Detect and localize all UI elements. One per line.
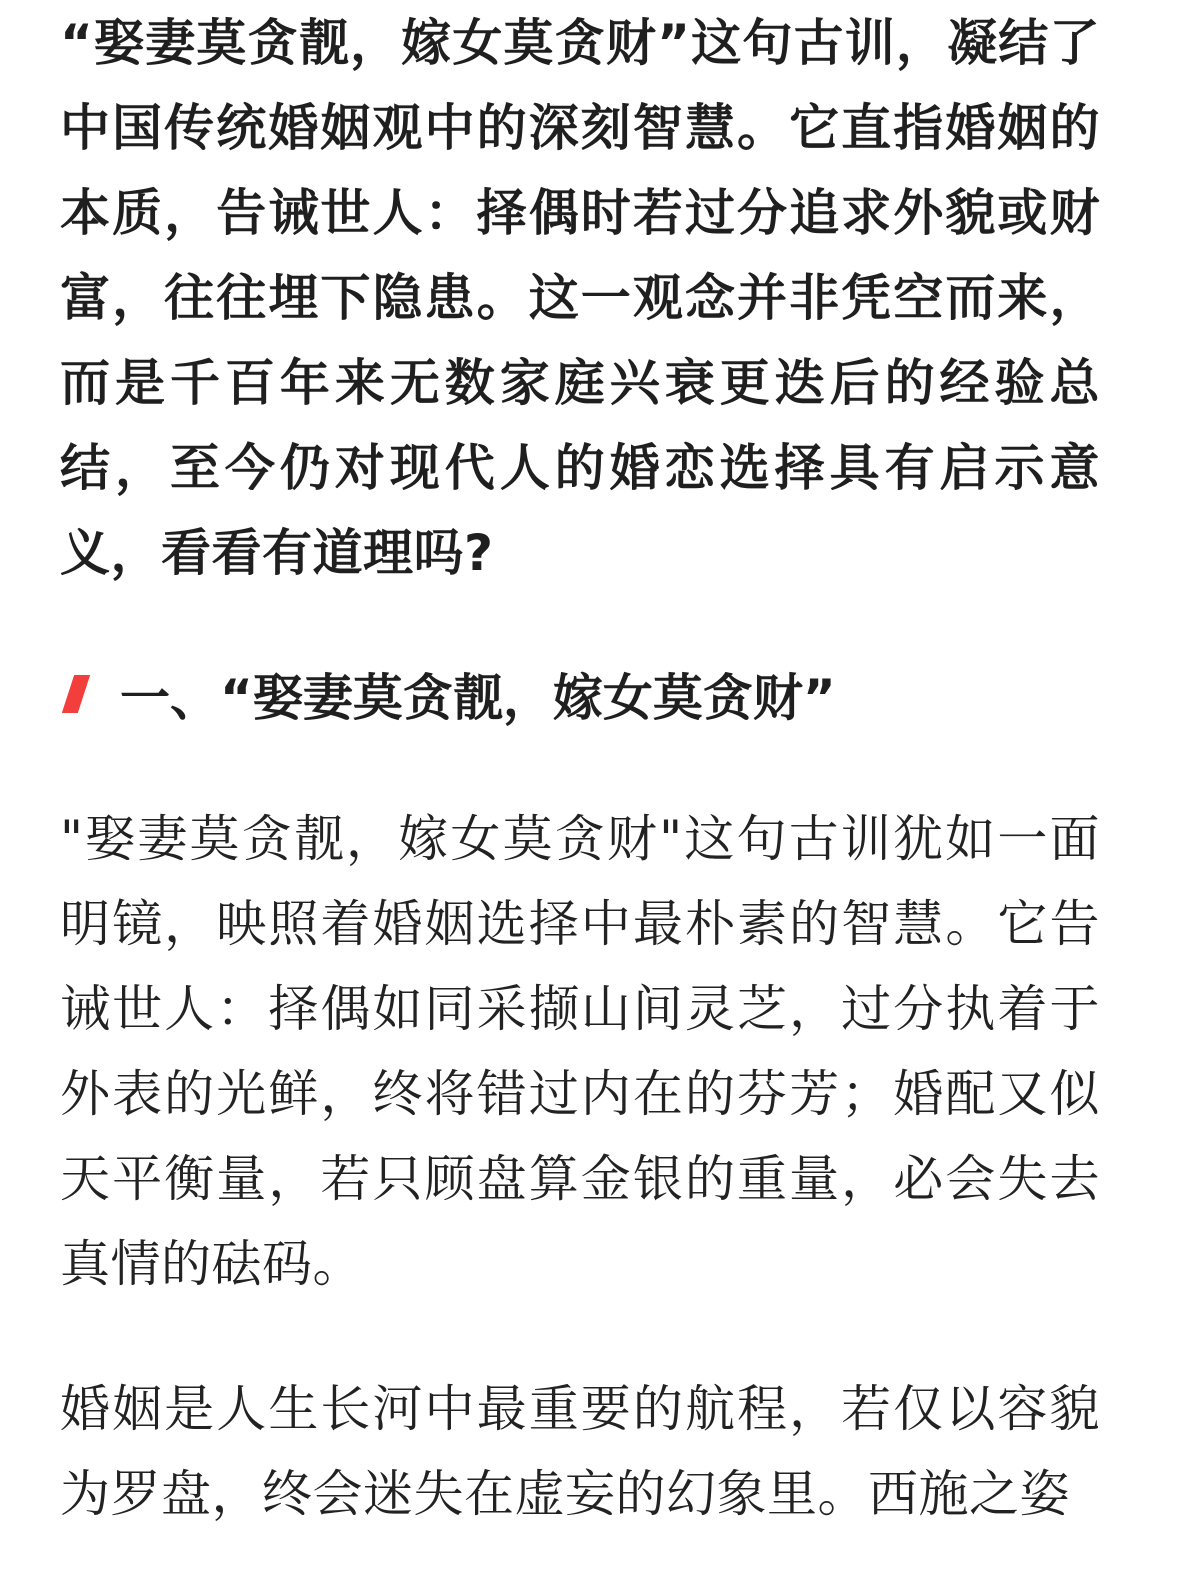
section-heading (60, 644, 1100, 744)
body-paragraph-1: "娶妻莫贪靓，嫁女莫贪财"这句古训犹如一面明镜，映照着婚姻选择中最朴素的智慧。它告诫世人：择偶如同采撷山间灵芝，过分执着于外表的光鲜，终将错过内在的芬芳；婚配又似天平衡量，若只顾盘算金银的重量，必会失去真情的砝码。 (60, 810, 1100, 1293)
body-paragraph-2: 婚姻是人生长河中最重要的航程，若仅以容貌为罗盘，终会迷失在虚妄的幻象里。西施之姿 (60, 1380, 1100, 1523)
section-heading-text: 一、“娶妻莫贪靓，嫁女莫贪财” (120, 669, 836, 727)
article-body (60, 0, 1100, 1537)
heading-accent-mark (62, 675, 90, 713)
intro-paragraph: “娶妻莫贪靓，嫁女莫贪财”这句古训，凝结了中国传统婚姻观中的深刻智慧。它直指婚姻的本质，告诫世人：择偶时若过分追求外貌或财富，往往埋下隐患。这一观念并非凭空而来，而是千百年来无数家庭兴衰更迭后的经验总结，至今仍对现代人的婚恋选择具有启示意义，看看有道理吗? (60, 14, 1100, 582)
